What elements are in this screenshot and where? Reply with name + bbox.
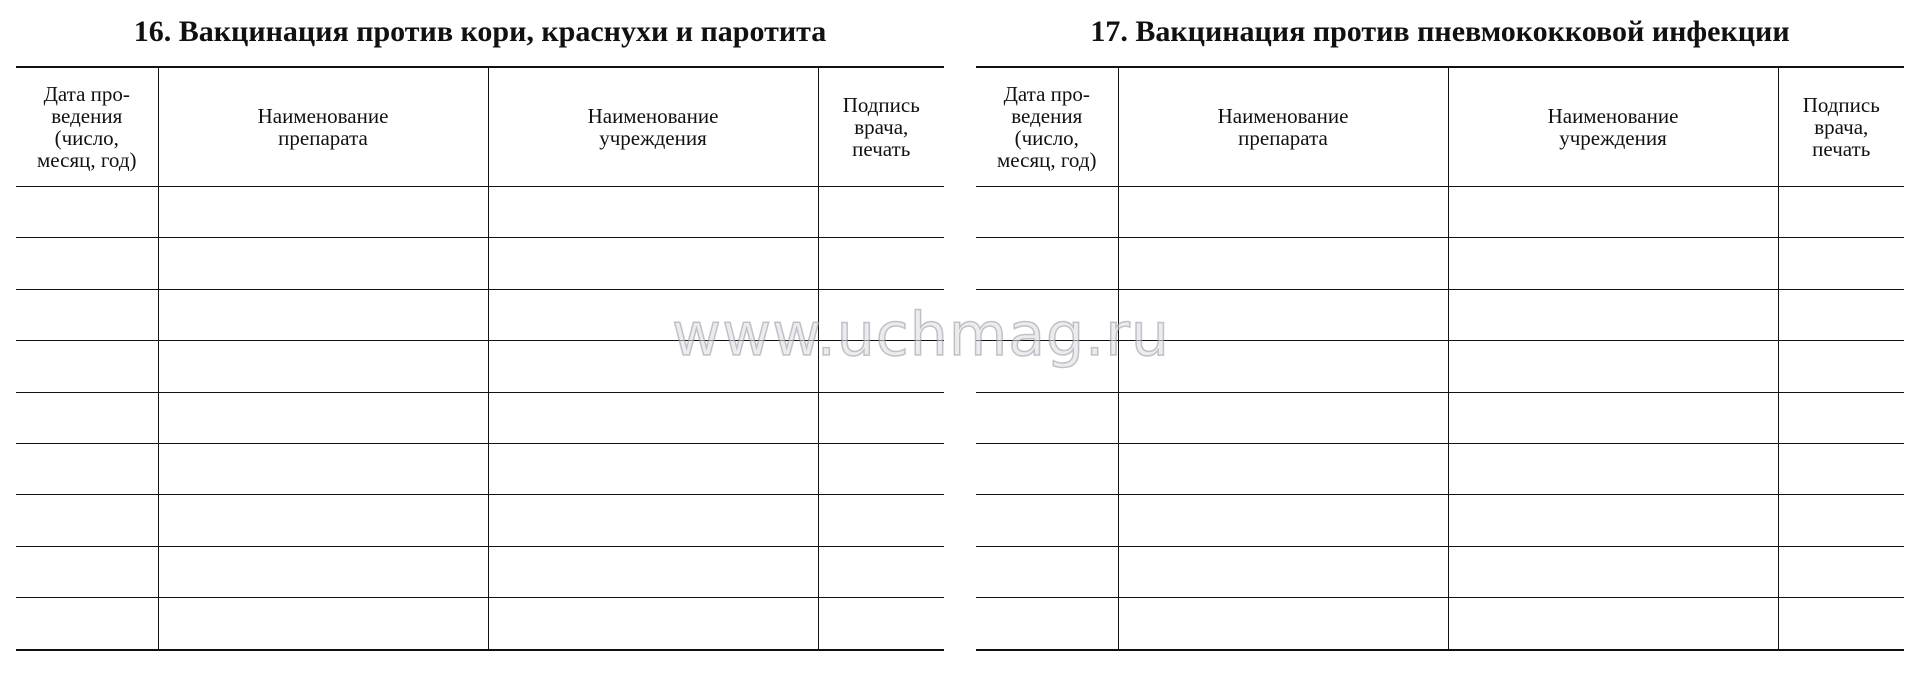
table-row bbox=[976, 341, 1904, 392]
cell-drug-name bbox=[158, 546, 488, 597]
section-title: 16. Вакцинация против кори, краснухи и паротита bbox=[133, 15, 827, 48]
cell-institution bbox=[488, 546, 818, 597]
table-row bbox=[16, 598, 944, 650]
cell-signature bbox=[1778, 443, 1904, 494]
cell-date bbox=[976, 443, 1118, 494]
table-row bbox=[16, 238, 944, 289]
cell-date bbox=[16, 495, 158, 546]
cell-drug-name bbox=[1118, 546, 1448, 597]
watermark: www.uchmag.ru bbox=[672, 300, 1170, 370]
cell-drug-name bbox=[158, 392, 488, 443]
cell-institution bbox=[1448, 495, 1778, 546]
cell-drug-name bbox=[1118, 187, 1448, 238]
table-row bbox=[976, 495, 1904, 546]
table-row bbox=[16, 289, 944, 340]
cell-signature bbox=[818, 495, 944, 546]
cell-signature bbox=[1778, 546, 1904, 597]
cell-institution bbox=[1448, 289, 1778, 340]
table-row bbox=[16, 443, 944, 494]
cell-date bbox=[976, 598, 1118, 650]
section-measles-rubella-mumps bbox=[16, 0, 944, 651]
cell-date bbox=[16, 289, 158, 340]
cell-drug-name bbox=[1118, 392, 1448, 443]
table-row bbox=[976, 598, 1904, 650]
cell-date bbox=[976, 495, 1118, 546]
table-header-row bbox=[16, 67, 944, 187]
cell-date bbox=[976, 187, 1118, 238]
cell-institution bbox=[488, 443, 818, 494]
table-row bbox=[976, 289, 1904, 340]
cell-institution bbox=[488, 495, 818, 546]
cell-signature bbox=[1778, 598, 1904, 650]
cell-signature bbox=[1778, 495, 1904, 546]
cell-drug-name bbox=[158, 443, 488, 494]
cell-date bbox=[976, 546, 1118, 597]
cell-signature bbox=[1778, 341, 1904, 392]
table-row bbox=[976, 238, 1904, 289]
cell-institution bbox=[1448, 392, 1778, 443]
cell-date bbox=[16, 187, 158, 238]
cell-signature bbox=[1778, 238, 1904, 289]
cell-date bbox=[976, 289, 1118, 340]
table-row bbox=[976, 546, 1904, 597]
cell-drug-name bbox=[1118, 598, 1448, 650]
cell-drug-name bbox=[158, 238, 488, 289]
cell-signature bbox=[818, 392, 944, 443]
vaccination-table bbox=[16, 66, 944, 651]
cell-drug-name bbox=[158, 187, 488, 238]
cell-institution bbox=[488, 238, 818, 289]
cell-date bbox=[16, 341, 158, 392]
cell-date bbox=[16, 238, 158, 289]
column-header-signature: Подпись врача, печать bbox=[818, 67, 944, 187]
cell-signature bbox=[818, 443, 944, 494]
table-row bbox=[16, 495, 944, 546]
vaccination-table bbox=[976, 66, 1904, 651]
cell-drug-name bbox=[1118, 443, 1448, 494]
cell-signature bbox=[1778, 289, 1904, 340]
cell-institution bbox=[488, 392, 818, 443]
cell-drug-name bbox=[158, 598, 488, 650]
cell-institution bbox=[488, 598, 818, 650]
cell-institution bbox=[1448, 187, 1778, 238]
cell-signature bbox=[818, 598, 944, 650]
table-body bbox=[16, 187, 944, 650]
cell-drug-name bbox=[1118, 238, 1448, 289]
cell-signature bbox=[1778, 392, 1904, 443]
column-header-drug-name: Наименование препарата bbox=[158, 67, 488, 187]
cell-date bbox=[976, 341, 1118, 392]
cell-signature bbox=[1778, 187, 1904, 238]
cell-institution bbox=[488, 341, 818, 392]
table-body bbox=[976, 187, 1904, 650]
table-row bbox=[976, 187, 1904, 238]
cell-signature bbox=[818, 238, 944, 289]
cell-institution bbox=[1448, 341, 1778, 392]
cell-drug-name bbox=[158, 289, 488, 340]
table-header-row bbox=[976, 67, 1904, 187]
table-row bbox=[16, 546, 944, 597]
column-header-institution: Наименование учреждения bbox=[488, 67, 818, 187]
cell-date bbox=[976, 238, 1118, 289]
table-row bbox=[16, 341, 944, 392]
cell-date bbox=[976, 392, 1118, 443]
cell-institution bbox=[1448, 238, 1778, 289]
cell-institution bbox=[1448, 443, 1778, 494]
section-pneumococcal bbox=[976, 0, 1904, 651]
column-header-institution: Наименование учреждения bbox=[1448, 67, 1778, 187]
cell-signature bbox=[818, 289, 944, 340]
cell-date bbox=[16, 392, 158, 443]
cell-signature bbox=[818, 187, 944, 238]
cell-date bbox=[16, 443, 158, 494]
cell-date bbox=[16, 546, 158, 597]
cell-institution bbox=[1448, 598, 1778, 650]
cell-institution bbox=[488, 289, 818, 340]
cell-drug-name bbox=[1118, 289, 1448, 340]
cell-institution bbox=[1448, 546, 1778, 597]
cell-signature bbox=[818, 341, 944, 392]
column-header-date: Дата про- ведения (число, месяц, год) bbox=[976, 67, 1118, 187]
column-header-signature: Подпись врача, печать bbox=[1778, 67, 1904, 187]
cell-drug-name bbox=[158, 495, 488, 546]
table-row bbox=[16, 392, 944, 443]
cell-drug-name bbox=[1118, 495, 1448, 546]
table-row bbox=[976, 443, 1904, 494]
column-header-drug-name: Наименование препарата bbox=[1118, 67, 1448, 187]
section-title: 17. Вакцинация против пневмококковой инфекции bbox=[1090, 15, 1790, 48]
cell-date bbox=[16, 598, 158, 650]
column-header-date: Дата про- ведения (число, месяц, год) bbox=[16, 67, 158, 187]
table-row bbox=[976, 392, 1904, 443]
table-row bbox=[16, 187, 944, 238]
cell-signature bbox=[818, 546, 944, 597]
cell-drug-name bbox=[158, 341, 488, 392]
cell-institution bbox=[488, 187, 818, 238]
cell-drug-name bbox=[1118, 341, 1448, 392]
